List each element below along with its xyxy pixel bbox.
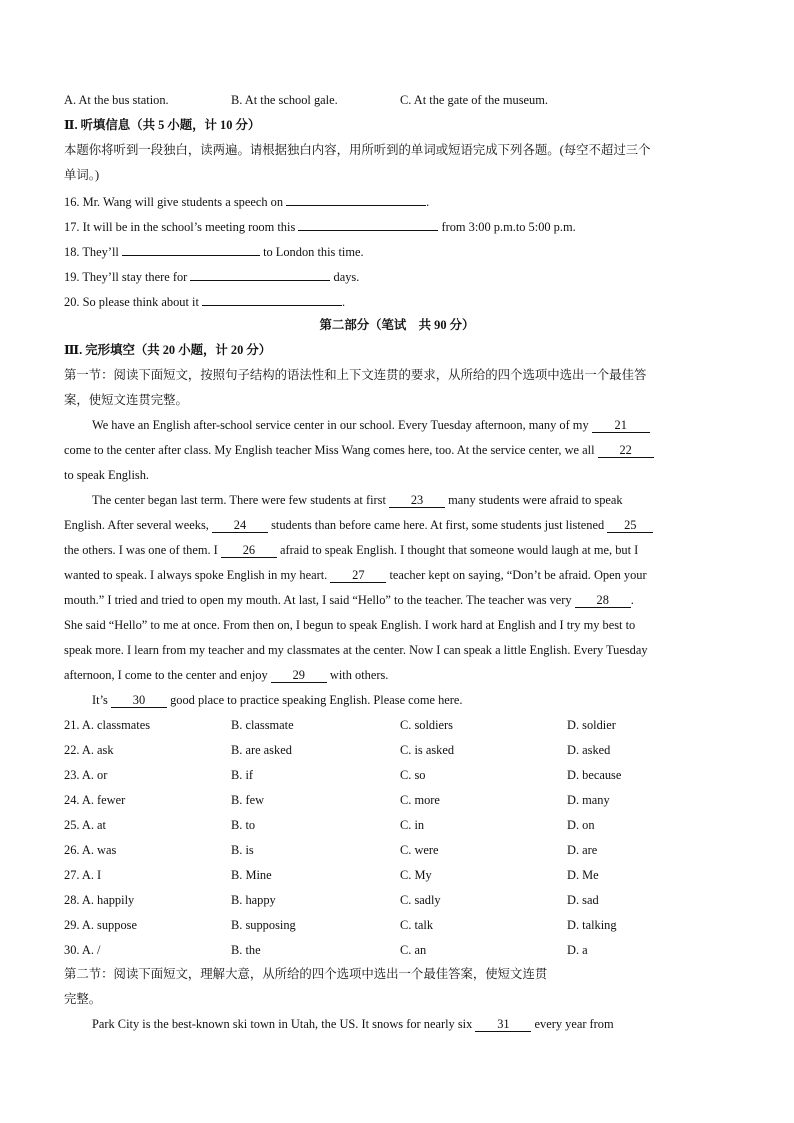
option-c[interactable]: C. My <box>400 868 432 882</box>
option-a[interactable]: 22. A. ask <box>64 743 114 757</box>
passage-line: Park City is the best-known ski town in Utah, the US. It snows for nearly six 31 every year from <box>92 1017 614 1031</box>
section3-part1-instruction-2: 案，使短文连贯完整。 <box>64 393 188 407</box>
passage-line: mouth.” I tried and tried to open my mouth. At last, I said “Hello” to the teacher. The teacher was very 28 . <box>64 593 634 607</box>
option-b[interactable]: B. if <box>231 768 254 782</box>
option-c[interactable]: C. more <box>400 793 440 807</box>
section2-instruction-1: 本题你将听到一段独白，读两遍。请根据独白内容，用所听到的单词或短语完成下列各题。(每空不超过三个 <box>64 143 651 157</box>
cloze-blank-28[interactable]: 28 <box>575 593 631 608</box>
option-c[interactable]: C. in <box>400 818 425 832</box>
cloze-blank-26[interactable]: 26 <box>221 543 277 558</box>
option-d[interactable]: D. many <box>567 793 610 807</box>
question-17: 17. It will be in the school’s meeting room this from 3:00 p.m.to 5:00 p.m. <box>64 217 576 235</box>
option-a[interactable]: 21. A. classmates <box>64 718 151 732</box>
answer-blank-16[interactable] <box>286 192 426 206</box>
option-d[interactable]: D. on <box>567 818 595 832</box>
option-b[interactable]: B. to <box>231 818 256 832</box>
question-19: 19. They’ll stay there for days. <box>64 267 359 285</box>
option-c: C. At the gate of the museum. <box>400 93 548 107</box>
option-c[interactable]: C. an <box>400 943 427 957</box>
option-d[interactable]: D. because <box>567 768 622 782</box>
option-d[interactable]: D. asked <box>567 743 611 757</box>
passage-line: afternoon, I come to the center and enjoy 29 with others. <box>64 668 389 682</box>
answer-blank-20[interactable] <box>202 292 342 306</box>
option-a[interactable]: 24. A. fewer <box>64 793 126 807</box>
option-b[interactable]: B. happy <box>231 893 276 907</box>
option-a[interactable]: 27. A. I <box>64 868 102 882</box>
section2-heading: Ⅱ. 听填信息（共 5 小题，计 10 分） <box>64 118 261 132</box>
option-b[interactable]: B. Mine <box>231 868 272 882</box>
option-b[interactable]: B. are asked <box>231 743 292 757</box>
cloze-blank-25[interactable]: 25 <box>607 518 653 533</box>
question-20: 20. So please think about it . <box>64 292 345 310</box>
option-b[interactable]: B. is <box>231 843 254 857</box>
option-a[interactable]: 29. A. suppose <box>64 918 137 932</box>
answer-blank-19[interactable] <box>190 267 330 281</box>
option-b[interactable]: B. the <box>231 943 261 957</box>
question-16: 16. Mr. Wang will give students a speech on . <box>64 192 429 210</box>
passage-line: We have an English after-school service center in our school. Every Tuesday afternoon, many of my 21 <box>92 417 650 433</box>
passage-line: The center began last term. There were few students at first 23 many students were afraid to speak <box>92 493 623 507</box>
option-d[interactable]: D. a <box>567 943 588 957</box>
cloze-blank-27[interactable]: 27 <box>330 568 386 583</box>
cloze-blank-30[interactable]: 30 <box>111 693 167 708</box>
section3-heading: Ⅲ. 完形填空（共 20 小题，计 20 分） <box>64 343 272 357</box>
option-d[interactable]: D. Me <box>567 868 599 882</box>
option-c[interactable]: C. is asked <box>400 743 455 757</box>
passage-line: come to the center after class. My English teacher Miss Wang comes here, too. At the service center, we all 22 <box>64 442 654 458</box>
question-18: 18. They’ll to London this time. <box>64 242 364 260</box>
option-c[interactable]: C. were <box>400 843 439 857</box>
option-b[interactable]: B. few <box>231 793 265 807</box>
passage-line: She said “Hello” to me at once. From then on, I begun to speak English. I work hard at English and I try my best to <box>64 618 636 632</box>
passage-line: to speak English. <box>64 468 150 482</box>
cloze-blank-21[interactable]: 21 <box>592 418 650 433</box>
passage-line: It’s 30 good place to practice speaking English. Please come here. <box>92 693 463 707</box>
option-d[interactable]: D. talking <box>567 918 617 932</box>
part2-title: 第二部分（笔试 共 90 分） <box>319 318 475 332</box>
passage-line: the others. I was one of them. I 26 afraid to speak English. I thought that someone would laugh at me, but I <box>64 543 639 557</box>
option-a: A. At the bus station. <box>64 93 169 107</box>
option-c[interactable]: C. soldiers <box>400 718 454 732</box>
option-c[interactable]: C. sadly <box>400 893 441 907</box>
option-b: B. At the school gale. <box>231 93 338 107</box>
option-b[interactable]: B. supposing <box>231 918 296 932</box>
cloze-blank-29[interactable]: 29 <box>271 668 327 683</box>
option-a[interactable]: 26. A. was <box>64 843 117 857</box>
option-a[interactable]: 28. A. happily <box>64 893 135 907</box>
option-b[interactable]: B. classmate <box>231 718 294 732</box>
option-a[interactable]: 30. A. / <box>64 943 101 957</box>
passage-line: wanted to speak. I always spoke English in my heart. 27 teacher kept on saying, “Don’t be afraid. Open your <box>64 568 647 582</box>
option-d[interactable]: D. are <box>567 843 598 857</box>
passage-line: English. After several weeks, 24 students than before came here. At first, some students just listened 25 <box>64 517 653 533</box>
option-a[interactable]: 23. A. or <box>64 768 108 782</box>
option-d[interactable]: D. sad <box>567 893 599 907</box>
cloze-blank-31[interactable]: 31 <box>475 1017 531 1032</box>
answer-blank-17[interactable] <box>298 217 438 231</box>
option-c[interactable]: C. so <box>400 768 426 782</box>
section3-part1-instruction-1: 第一节：阅读下面短文，按照句子结构的语法性和上下文连贯的要求，从所给的四个选项中选出一个最佳答 <box>64 368 647 382</box>
section3-part2-instruction-2: 完整。 <box>64 992 102 1006</box>
section3-part2-instruction-1: 第二节：阅读下面短文，理解大意，从所给的四个选项中选出一个最佳答案，使短文连贯 <box>64 967 548 981</box>
option-d[interactable]: D. soldier <box>567 718 616 732</box>
answer-blank-18[interactable] <box>122 242 260 256</box>
option-a[interactable]: 25. A. at <box>64 818 106 832</box>
section2-instruction-2: 单词。) <box>64 168 100 182</box>
cloze-blank-22[interactable]: 22 <box>598 443 654 458</box>
passage-line: speak more. I learn from my teacher and my classmates at the center. Now I can speak a little English. Every Tuesday <box>64 643 648 657</box>
cloze-blank-23[interactable]: 23 <box>389 493 445 508</box>
cloze-blank-24[interactable]: 24 <box>212 518 268 533</box>
option-c[interactable]: C. talk <box>400 918 434 932</box>
